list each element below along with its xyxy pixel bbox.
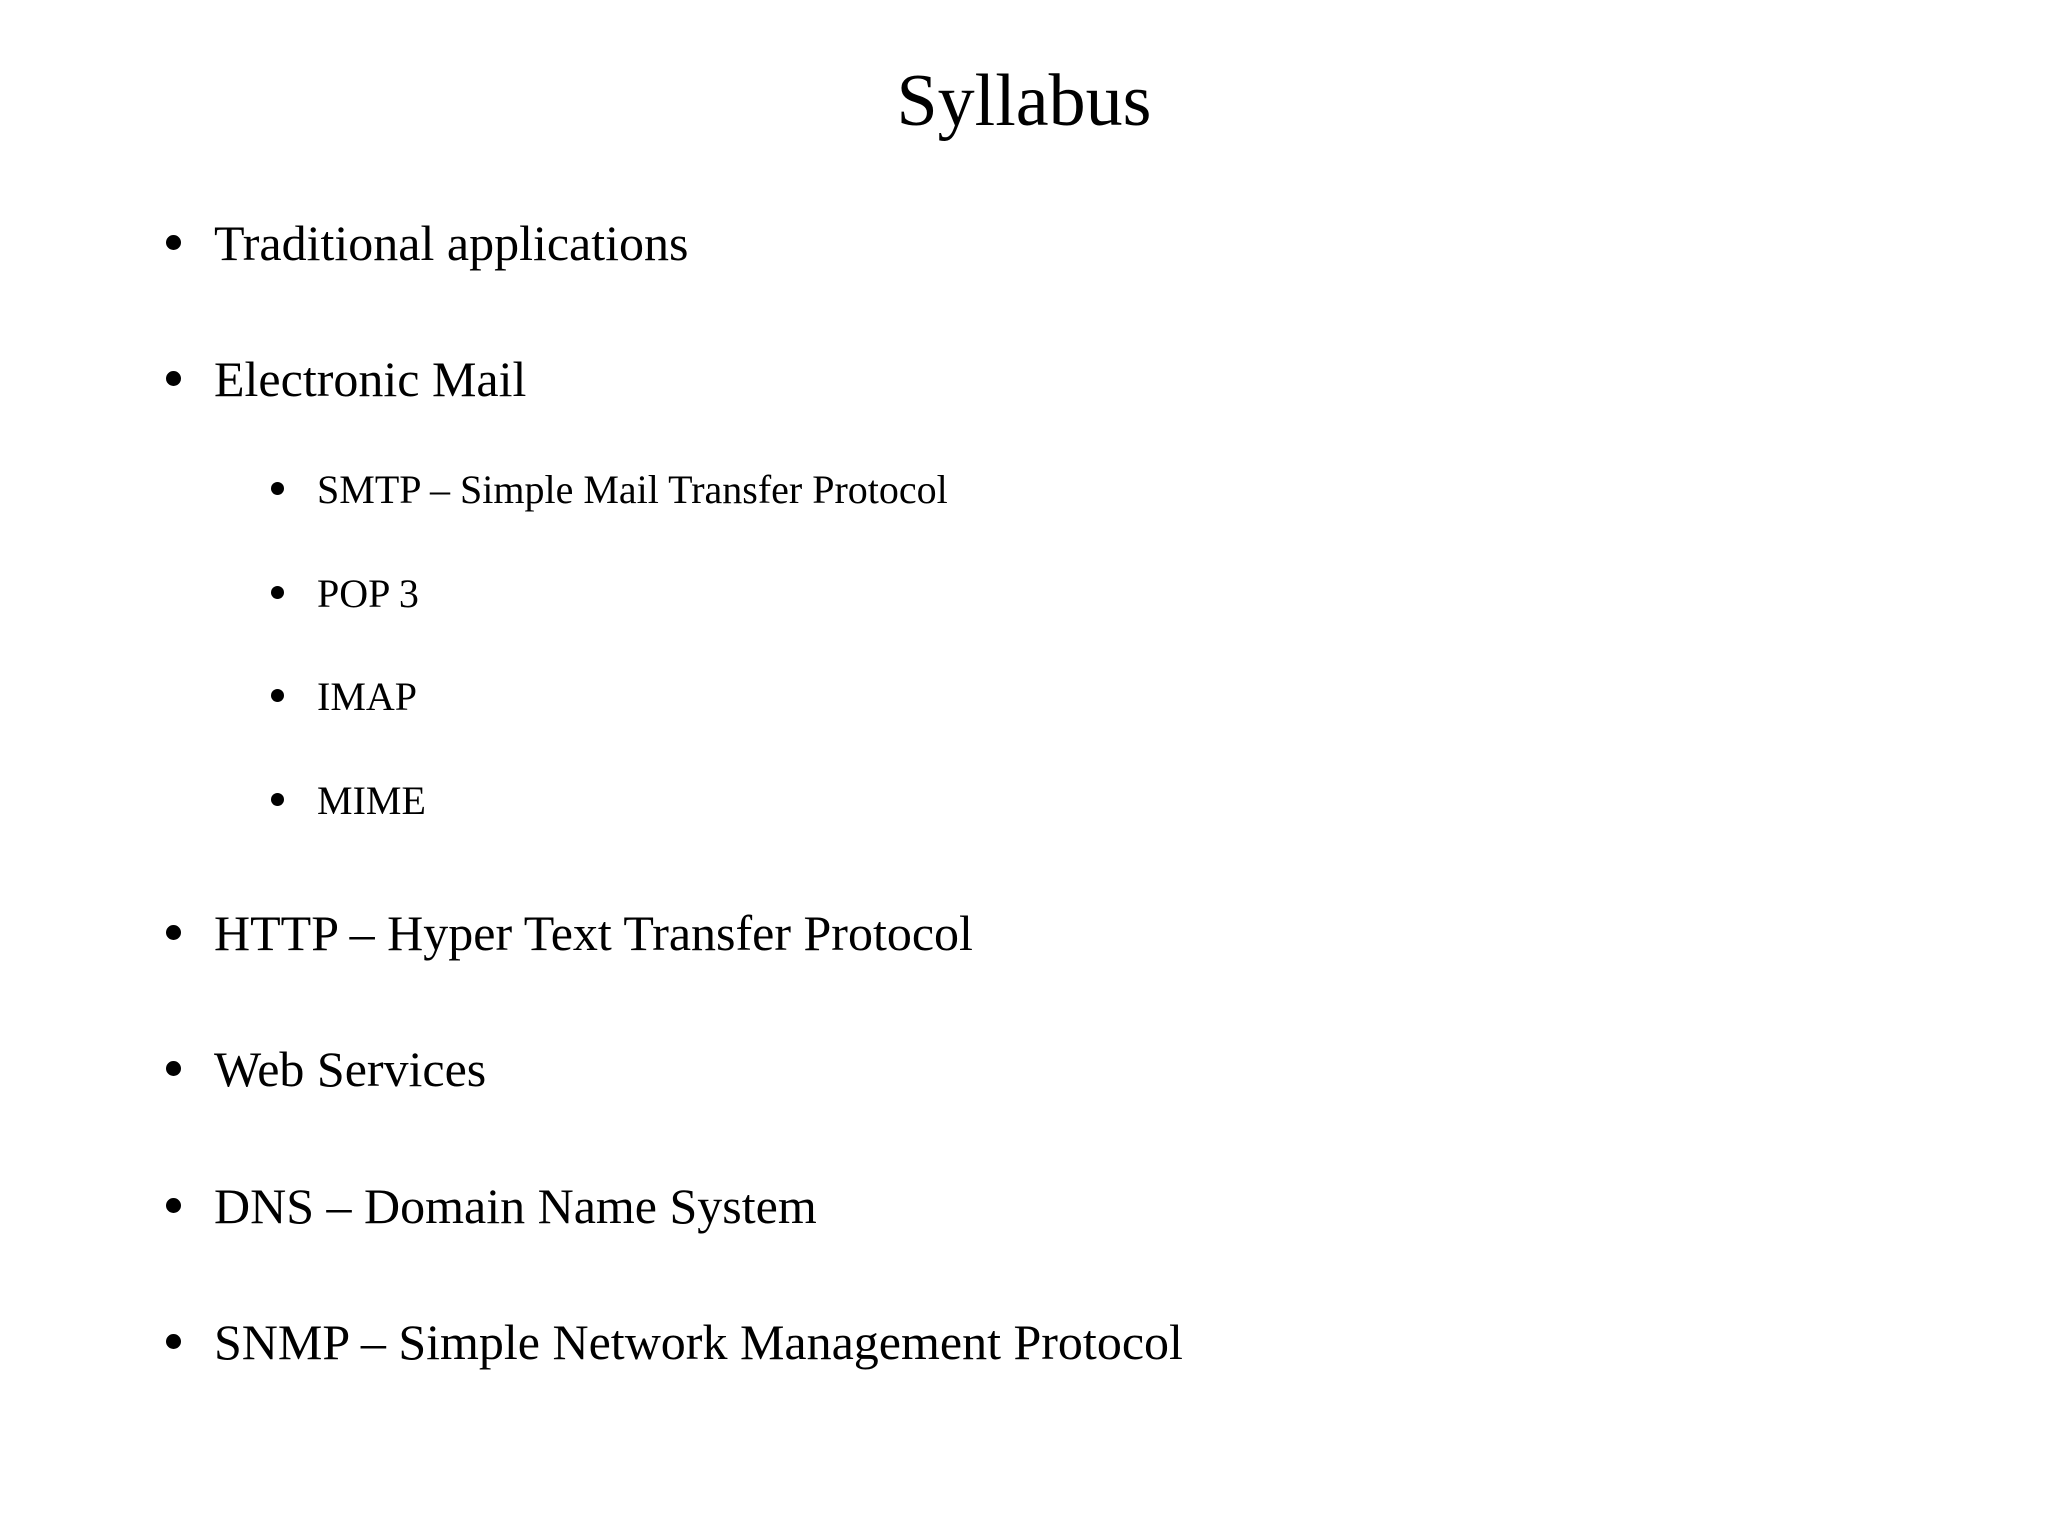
- bullet-text: HTTP – Hyper Text Transfer Protocol: [214, 905, 973, 961]
- bullet-text: DNS – Domain Name System: [214, 1178, 817, 1234]
- bullet-dot-icon: [166, 1061, 181, 1076]
- sub-bullet-item-smtp: [317, 465, 948, 515]
- bullet-text: Electronic Mail: [214, 351, 527, 407]
- bullet-text: Traditional applications: [214, 215, 689, 271]
- bullet-dot-icon: [166, 925, 181, 940]
- bullet-item-electronic-mail: [214, 349, 526, 409]
- bullet-item-http: [214, 903, 973, 963]
- bullet-item-traditional-applications: [214, 213, 689, 273]
- bullet-dot-icon: [271, 482, 284, 495]
- bullet-item-web-services: [214, 1039, 486, 1099]
- sub-bullet-item-imap: [317, 672, 417, 722]
- bullet-text: Web Services: [214, 1041, 487, 1097]
- bullet-item-snmp: [214, 1312, 1183, 1372]
- bullet-text: MIME: [317, 778, 426, 823]
- sub-bullet-item-mime: [317, 776, 426, 826]
- bullet-text: SMTP – Simple Mail Transfer Protocol: [317, 467, 948, 512]
- bullet-text: IMAP: [317, 674, 418, 719]
- bullet-dot-icon: [271, 689, 284, 702]
- bullet-dot-icon: [271, 586, 284, 599]
- bullet-dot-icon: [166, 371, 181, 386]
- bullet-dot-icon: [166, 1334, 181, 1349]
- bullet-dot-icon: [271, 793, 284, 806]
- bullet-item-dns: [214, 1176, 817, 1236]
- bullet-text: SNMP – Simple Network Management Protocol: [214, 1314, 1183, 1370]
- bullet-dot-icon: [166, 235, 181, 250]
- slide-title: Syllabus: [896, 60, 1152, 142]
- sub-bullet-item-pop3: [317, 569, 419, 619]
- bullet-text: POP 3: [317, 571, 419, 616]
- bullet-dot-icon: [166, 1198, 181, 1213]
